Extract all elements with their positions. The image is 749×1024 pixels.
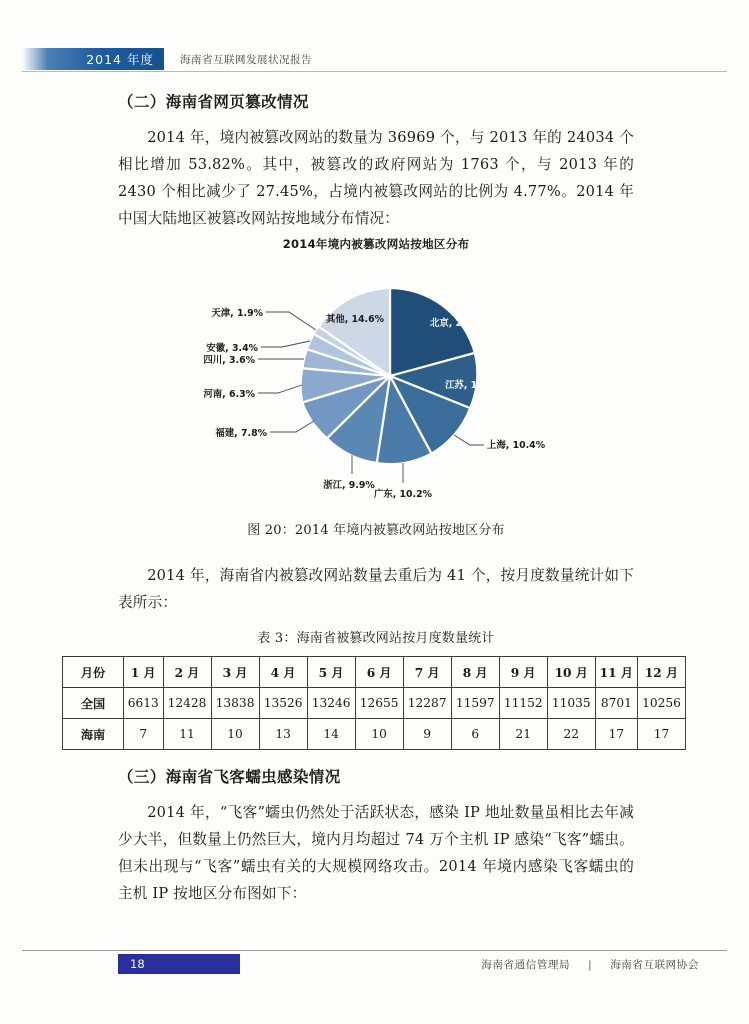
page-number-label: 18 — [130, 957, 145, 971]
header-divider — [22, 71, 727, 72]
table-cell: 22 — [547, 719, 595, 750]
section-three — [118, 765, 634, 907]
table-caption: 表 3：海南省被篡改网站按月度数量统计 — [257, 631, 495, 646]
page-footer — [22, 950, 727, 980]
leader-henan — [258, 385, 302, 393]
page-header — [22, 48, 727, 76]
table-cell: 7 — [124, 719, 164, 750]
table-header-cell: 2 月 — [163, 657, 211, 688]
table-cell: 17 — [637, 719, 685, 750]
table-row-label: 全国 — [63, 688, 124, 719]
table-row — [63, 719, 686, 750]
table-cell: 12287 — [403, 688, 451, 719]
table-cell: 21 — [499, 719, 547, 750]
pie-label-jiangsu: 江苏, 11.1% — [445, 380, 504, 391]
table-cell: 10256 — [637, 688, 685, 719]
pie-label-shanghai: 上海, 10.4% — [487, 440, 546, 451]
section-three-paragraph: 2014 年，“飞客”蠕虫仍然处于活跃状态，感染 IP 地址数量虽相比去年减少大半，但数量上仍然巨大，境内月均超过 74 万个主机 IP 感染“飞客”蠕虫。但未出现与“飞客”蠕虫有关的大规模网络攻击。2014 年境内感染飞客蠕虫的主机 IP 按地区分布图如下： — [118, 804, 634, 902]
table-cell: 12655 — [355, 688, 403, 719]
table-header-cell: 5 月 — [307, 657, 355, 688]
pie-label-tianjin: 天津, 1.9% — [211, 308, 263, 319]
pie-label-zhejiang: 浙江, 9.9% — [323, 480, 375, 491]
leader-fujian — [270, 421, 314, 432]
leader-shanghai — [454, 435, 484, 445]
section-three-heading: （三）海南省飞客蠕虫感染情况 — [118, 767, 341, 786]
pie-label-sichuan: 四川, 3.6% — [203, 355, 255, 366]
section-two-paragraph: 2014 年，境内被篡改网站的数量为 36969 个，与 2013 年的 24034 个相比增加 53.82%。其中，被篡改的政府网站为 1763 个，与 2013 年的 2430 个相比减少了 27.45%，占境内被篡改网站的比例为 4.77%。2014 年中国大陆地区被篡改网站按地域分布情况： — [118, 129, 634, 227]
table-header-cell: 12 月 — [637, 657, 685, 688]
table-cell: 11152 — [499, 688, 547, 719]
figure-caption: 图 20：2014 年境内被篡改网站按地区分布 — [247, 523, 505, 538]
pie-chart-svg — [118, 252, 634, 514]
footer-org-right: 海南省互联网协会 — [610, 959, 699, 971]
chart-title: 2014年境内被篡改网站按地区分布 — [282, 237, 470, 251]
table-cell: 11 — [163, 719, 211, 750]
table-header-cell: 10 月 — [547, 657, 595, 688]
table-header-cell: 月份 — [63, 657, 124, 688]
table-cell: 14 — [307, 719, 355, 750]
table-cell: 8701 — [595, 688, 637, 719]
pie-chart-figure — [118, 228, 634, 536]
table-cell: 13 — [259, 719, 307, 750]
footer-org-left: 海南省通信管理局 — [481, 959, 571, 971]
section-two-heading: （二）海南省网页篡改情况 — [118, 92, 309, 111]
footer-divider — [22, 950, 727, 951]
leader-anhui — [261, 341, 310, 347]
pie-label-guangdong: 广东, 10.2% — [373, 489, 433, 500]
page-number-badge — [118, 954, 240, 974]
table-cell: 11597 — [451, 688, 499, 719]
table-cell: 13526 — [259, 688, 307, 719]
table-cell: 10 — [355, 719, 403, 750]
table-cell: 9 — [403, 719, 451, 750]
monthly-stats-table — [62, 656, 686, 750]
table-cell: 6 — [451, 719, 499, 750]
pie-label-henan: 河南, 6.3% — [203, 389, 255, 400]
table-cell: 6613 — [124, 688, 164, 719]
table-header-row — [63, 657, 686, 688]
pie-label-fujian: 福建, 7.8% — [215, 428, 267, 439]
leader-tianjin — [266, 312, 316, 330]
table-cell: 11035 — [547, 688, 595, 719]
table-cell: 17 — [595, 719, 637, 750]
table-header-cell: 1 月 — [124, 657, 164, 688]
pie-label-beijing: 北京, 20.7% — [430, 318, 489, 329]
table-cell: 13246 — [307, 688, 355, 719]
table-header-cell: 4 月 — [259, 657, 307, 688]
header-year-label: 2014 年度 — [86, 52, 154, 67]
pie-label-others: 其他, 14.6% — [325, 314, 385, 325]
table-header-cell: 9 月 — [499, 657, 547, 688]
monthly-stats-table-wrapper — [62, 656, 686, 750]
table-cell: 10 — [211, 719, 259, 750]
table-intro-paragraph: 2014 年，海南省内被篡改网站数量去重后为 41 个，按月度数量统计如下表所示： — [118, 567, 634, 611]
table-header-cell: 6 月 — [355, 657, 403, 688]
table-intro-block — [118, 562, 634, 616]
footer-separator: | — [588, 959, 593, 971]
table-row-label: 海南 — [63, 719, 124, 750]
header-year-badge — [22, 48, 164, 70]
table-cell: 12428 — [163, 688, 211, 719]
chart-canvas — [118, 252, 634, 514]
section-two — [118, 90, 634, 232]
table-header-cell: 8 月 — [451, 657, 499, 688]
table-row — [63, 688, 686, 719]
table-header-cell: 7 月 — [403, 657, 451, 688]
pie-label-anhui: 安徽, 3.4% — [206, 343, 258, 354]
table-cell: 13838 — [211, 688, 259, 719]
table-header-cell: 11 月 — [595, 657, 637, 688]
footer-organizations — [481, 957, 699, 972]
header-report-title: 海南省互联网发展状况报告 — [180, 54, 312, 66]
table-header-cell: 3 月 — [211, 657, 259, 688]
